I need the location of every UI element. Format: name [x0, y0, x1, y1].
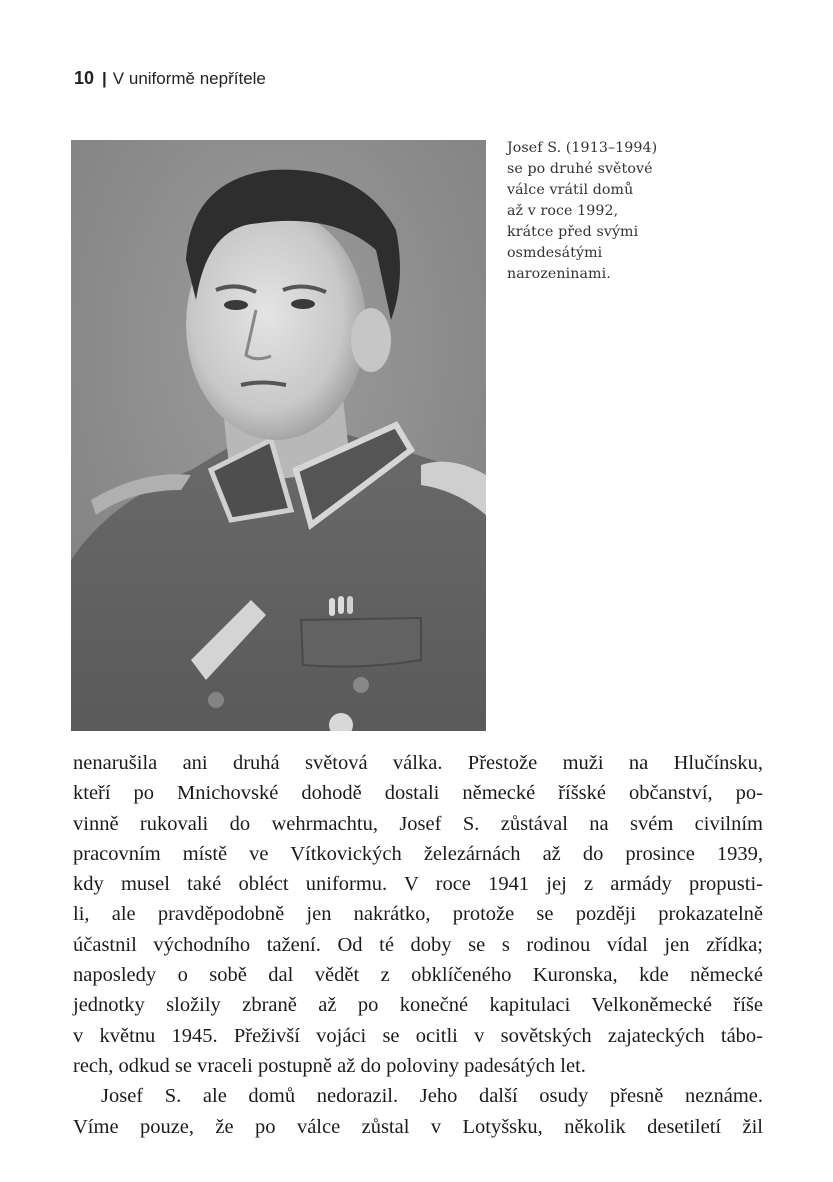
text-line: nenarušila ani druhá světová válka. Přestože muži na Hlučínsku,: [73, 752, 763, 774]
caption-line: až v roce 1992,: [507, 203, 619, 219]
text-line: vinně rukovali do wehrmachtu, Josef S. zůstával na svém civilním: [73, 812, 763, 835]
text-line: jednotky složily zbraně až po konečné kapitulaci Velkoněmecké říše: [73, 994, 763, 1017]
caption-line: válce vrátil domů: [507, 182, 634, 198]
paragraph-start-line: Josef S. ale domů nedorazil. Jeho další osudy přesně neznáme.: [101, 1085, 763, 1108]
header-separator: |: [102, 69, 107, 88]
caption-line: krátce před svými: [507, 224, 639, 240]
photo-caption: [507, 138, 707, 285]
text-line: li, ale pravděpodobně jen nakrátko, protože se později prokazatelně: [73, 903, 763, 926]
page-number: 10: [74, 68, 95, 88]
running-head: [74, 68, 266, 89]
text-line: pracovním místě ve Vítkovických železárnách až do prosince 1939,: [73, 842, 763, 865]
text-line: kteří po Mnichovské dohodě dostali německé říšské občanství, po-: [73, 782, 763, 805]
body-text: [73, 748, 763, 1142]
soldier-portrait-image: [71, 140, 486, 731]
caption-line: Josef S. (1913–1994): [507, 140, 658, 156]
caption-line: osmdesátými: [507, 245, 603, 261]
book-title: V uniformě nepřítele: [112, 69, 266, 88]
portrait-photo: [71, 140, 486, 731]
caption-line: narozeninami.: [507, 266, 611, 282]
text-line: v květnu 1945. Přeživší vojáci se ocitli v sovětských zajateckých tábo-: [73, 1024, 763, 1047]
text-line: kdy musel také obléct uniformu. V roce 1941 jej z armády propusti-: [73, 873, 763, 896]
text-line: rech, odkud se vraceli postupně až do poloviny padesátých let.: [73, 1054, 586, 1077]
text-line: účastnil východního tažení. Od té doby se s rodinou vídal jen zřídka;: [73, 933, 763, 956]
caption-line: se po druhé světové: [507, 161, 653, 177]
text-line: Víme pouze, že po válce zůstal v Lotyšsku, několik desetiletí žil: [73, 1115, 763, 1138]
text-line: naposledy o sobě dal vědět z obklíčeného Kuronska, kde německé: [73, 964, 763, 987]
